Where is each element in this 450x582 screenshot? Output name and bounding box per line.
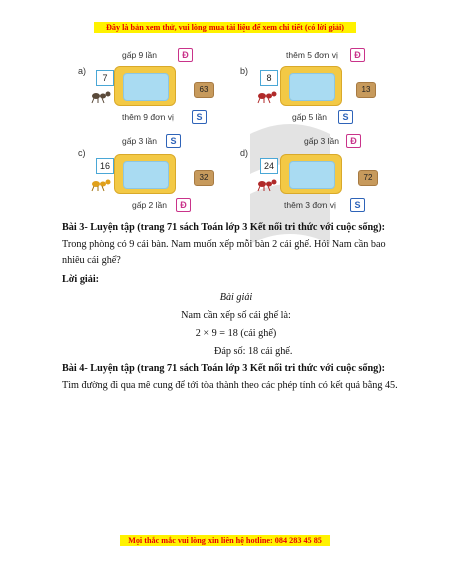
top-operation: gấp 9 lần <box>122 50 157 60</box>
bai3-question: Trong phòng có 9 cái bàn. Nam muốn xếp mỗi bàn 2 cái ghế. Hỏi Nam cần bao nhiêu cái ghế? <box>62 239 386 266</box>
solution-subheading: Bài giải <box>219 292 253 303</box>
answer-box-bottom[interactable]: S <box>192 110 207 124</box>
panel-b <box>230 44 390 124</box>
output-number: 13 <box>356 82 376 98</box>
panel-a <box>60 44 220 124</box>
output-number: 63 <box>194 82 214 98</box>
number-machine <box>114 66 176 106</box>
bottom-operation: gấp 5 lần <box>292 112 327 122</box>
top-operation: gấp 3 lần <box>304 136 339 146</box>
number-machine <box>280 154 342 194</box>
preview-banner: Đây là bản xem thử, vui lòng mua tài liệu để xem chi tiết (có lời giải) <box>0 22 450 33</box>
number-machine <box>114 154 176 194</box>
number-machine <box>280 66 342 106</box>
bottom-operation: thêm 9 đơn vị <box>122 112 174 122</box>
answer-box-top[interactable]: Đ <box>346 134 361 148</box>
input-number: 7 <box>96 70 114 86</box>
panel-label: d) <box>240 148 249 158</box>
panel-label: a) <box>78 66 87 76</box>
answer-box-top[interactable]: S <box>166 134 181 148</box>
answer-box-top[interactable]: Đ <box>350 48 365 62</box>
input-number: 8 <box>260 70 278 86</box>
bai4-title: Bài 4- Luyện tập (trang 71 sách Toán lớp 3 Kết nối tri thức với cuộc sống): <box>62 363 386 374</box>
bai3-title: Bài 3- Luyện tập (trang 71 sách Toán lớp 3 Kết nối tri thức với cuộc sống): <box>62 222 386 233</box>
solution-answer: Đáp số: 18 cái ghế. <box>214 346 293 357</box>
ant-icon <box>90 176 112 192</box>
answer-box-bottom[interactable]: S <box>338 110 353 124</box>
solution-line-1: Nam cần xếp số cái ghế là: <box>181 310 291 321</box>
answer-box-bottom[interactable]: Đ <box>176 198 191 212</box>
solution-heading: Lời giải: <box>62 274 100 285</box>
answer-box-top[interactable]: Đ <box>178 48 193 62</box>
top-operation: gấp 3 lần <box>122 136 157 146</box>
ant-icon <box>256 88 278 104</box>
panel-label: b) <box>240 66 249 76</box>
answer-box-bottom[interactable]: S <box>350 198 365 212</box>
solution-line-2: 2 × 9 = 18 (cái ghế) <box>195 328 277 339</box>
top-operation: thêm 5 đơn vị <box>286 50 338 60</box>
input-number: 24 <box>260 158 278 174</box>
panel-d <box>230 134 390 214</box>
hotline-footer: Mọi thắc mắc vui lòng xin liên hệ hotline: 084 283 45 85 <box>0 535 450 546</box>
output-number: 32 <box>194 170 214 186</box>
input-number: 16 <box>96 158 114 174</box>
bottom-operation: gấp 2 lần <box>132 200 167 210</box>
bottom-operation: thêm 3 đơn vị <box>284 200 336 210</box>
panel-label: c) <box>78 148 86 158</box>
output-number: 72 <box>358 170 378 186</box>
bai4-question: Tìm đường đi qua mê cung để tới tòa thành theo các phép tính có kết quả bằng 45. <box>62 380 398 391</box>
panel-c <box>60 134 220 214</box>
ant-icon <box>90 88 112 104</box>
ant-icon <box>256 176 278 192</box>
exercise-figure <box>60 44 390 216</box>
